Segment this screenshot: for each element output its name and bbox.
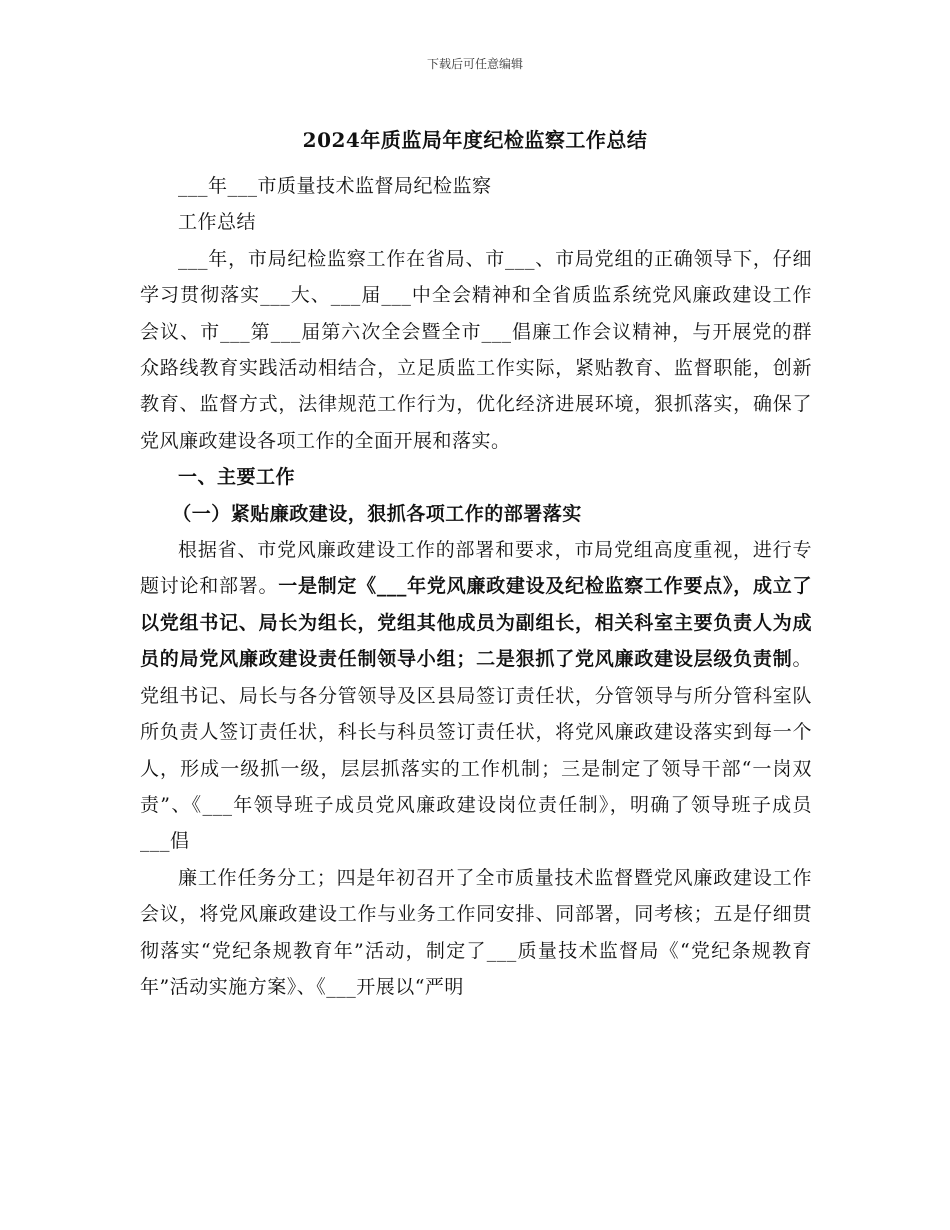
section-heading-main-work: 一、主要工作 <box>178 466 296 489</box>
paragraph-continuation: 廉工作任务分工；四是年初召开了全市质量技术监督暨党风廉政建设工作会议，将党风廉政建设工作与业务工作同安排、同部署，同考核；五是仔细贯彻落实“党纪条规教育年”活动，制定了___质量技术监督局《“党纪条规教育年”活动实施方案》、《___开展以“严明 <box>140 866 812 998</box>
page-header-note: 下载后可任意编辑 <box>426 57 523 71</box>
paragraph-deployment-rest: 。党组书记、局长与各分管领导及区县局签订责任状，分管领导与所分管科室队所负责人签订责任状，科长与科员签订责任状，将党风廉政建设落实到每一个人，形成一级抓一级，层层抓落实的工作机制；三是制定了领导干部“一岗双责”、《___年领导班子成员党风廉政建设岗位责任制》，明确了领导班子成员___倡 <box>140 648 812 853</box>
paragraph-deployment-lead: 根据省、市党风廉政建设工作的部署和要求，市局党组高度重视，进行专题讨论和部署。 <box>140 539 812 598</box>
paragraph-deployment-bold: 一是制定《___年党风廉政建设及纪检监察工作要点》，成立了以党组书记、局长为组长，党组其他成员为副组长，相关科室主要负责人为成员的局党风廉政建设责任制领导小组；二是狠抓了党风廉政建设层级负责制 <box>140 575 812 671</box>
intro-paragraph: ___年，市局纪检监察工作在省局、市___、市局党组的正确领导下，仔细学习贯彻落实___大、___届___中全会精神和全省质监系统党风廉政建设工作会议、市___第___届第六次全会暨全市___倡廉工作会议精神，与开展党的群众路线教育实践活动相结合，立足质监工作实际，紧贴教育、监督职能，创新教育、监督方式，法律规范工作行为，优化经济进展环境，狠抓落实，确保了党风廉政建设各项工作的全面开展和落实。 <box>140 247 812 452</box>
document-title: 2024年质监局年度纪检监察工作总结 <box>302 128 648 152</box>
subsection-heading-1: （一）紧贴廉政建设，狠抓各项工作的部署落实 <box>172 502 582 525</box>
subtitle-line-2: 工作总结 <box>178 211 257 234</box>
subtitle-line-1: ___年___市质量技术监督局纪检监察 <box>178 175 492 197</box>
paragraph-deployment <box>140 532 812 860</box>
document-body <box>140 168 812 1005</box>
